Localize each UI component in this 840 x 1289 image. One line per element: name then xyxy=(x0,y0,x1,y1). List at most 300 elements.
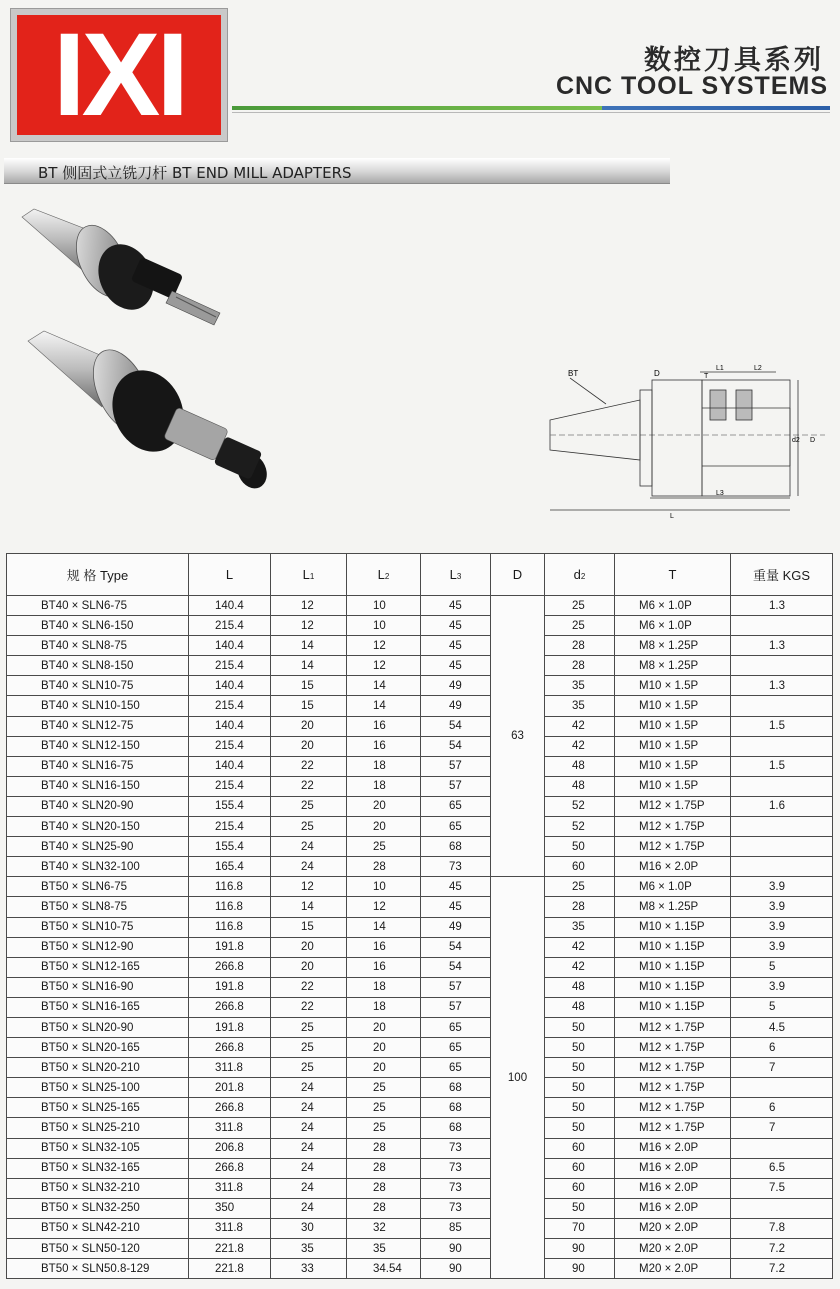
cell-weight: 6.5 xyxy=(731,1158,833,1178)
cell-L1: 24 xyxy=(271,1138,347,1158)
cell-weight xyxy=(731,1198,833,1218)
cell-L3: 57 xyxy=(421,776,491,796)
cell-L3: 73 xyxy=(421,1198,491,1218)
cell-type: BT40 × SLN32-100 xyxy=(7,857,189,877)
cell-L2: 16 xyxy=(347,716,421,736)
cell-L1: 25 xyxy=(271,796,347,816)
cell-L3: 45 xyxy=(421,897,491,917)
cell-L1: 14 xyxy=(271,656,347,676)
technical-diagram xyxy=(540,360,830,520)
cell-D-group: 63 xyxy=(491,596,545,877)
cell-L3: 90 xyxy=(421,1259,491,1279)
cell-type: BT50 × SLN12-90 xyxy=(7,937,189,957)
cell-T: M20 × 2.0P xyxy=(615,1259,731,1279)
diagram-label-l2: L2 xyxy=(754,365,762,372)
table-row xyxy=(7,636,833,656)
cell-L2: 25 xyxy=(347,1118,421,1138)
cell-L3: 68 xyxy=(421,1118,491,1138)
cell-weight xyxy=(731,736,833,756)
cell-weight xyxy=(731,1078,833,1098)
cell-weight xyxy=(731,696,833,716)
cell-d2: 50 xyxy=(545,1058,615,1078)
cell-L1: 20 xyxy=(271,716,347,736)
cell-d2: 42 xyxy=(545,716,615,736)
cell-weight: 5 xyxy=(731,957,833,977)
cell-d2: 25 xyxy=(545,877,615,897)
cell-type: BT50 × SLN8-75 xyxy=(7,897,189,917)
cell-d2: 50 xyxy=(545,1098,615,1118)
table-row xyxy=(7,796,833,816)
cell-L: 140.4 xyxy=(189,596,271,616)
cell-d2: 50 xyxy=(545,1038,615,1058)
cell-T: M6 × 1.0P xyxy=(615,616,731,636)
cell-L3: 65 xyxy=(421,1058,491,1078)
table-row xyxy=(7,1038,833,1058)
cell-L2: 35 xyxy=(347,1239,421,1259)
cell-T: M16 × 2.0P xyxy=(615,1198,731,1218)
cell-L3: 85 xyxy=(421,1218,491,1238)
cell-d2: 48 xyxy=(545,776,615,796)
cell-L1: 24 xyxy=(271,1158,347,1178)
cell-L: 191.8 xyxy=(189,937,271,957)
cell-L: 140.4 xyxy=(189,636,271,656)
table-row xyxy=(7,877,833,897)
cell-weight: 3.9 xyxy=(731,917,833,937)
cell-L2: 18 xyxy=(347,756,421,776)
cell-L3: 54 xyxy=(421,736,491,756)
cell-type: BT50 × SLN20-210 xyxy=(7,1058,189,1078)
cell-T: M10 × 1.5P xyxy=(615,716,731,736)
cell-L2: 28 xyxy=(347,1138,421,1158)
cell-type: BT40 × SLN20-150 xyxy=(7,817,189,837)
cell-L: 221.8 xyxy=(189,1239,271,1259)
cell-L2: 32 xyxy=(347,1218,421,1238)
cell-weight: 7 xyxy=(731,1118,833,1138)
cell-T: M10 × 1.5P xyxy=(615,736,731,756)
cell-L1: 24 xyxy=(271,1078,347,1098)
table-row xyxy=(7,1198,833,1218)
cell-L: 215.4 xyxy=(189,616,271,636)
cell-L3: 49 xyxy=(421,676,491,696)
cell-L2: 18 xyxy=(347,977,421,997)
cell-weight: 1.5 xyxy=(731,716,833,736)
header-L1: L1 xyxy=(271,554,347,596)
cell-T: M20 × 2.0P xyxy=(615,1239,731,1259)
cell-weight: 6 xyxy=(731,1038,833,1058)
cell-d2: 28 xyxy=(545,656,615,676)
cell-type: BT40 × SLN16-150 xyxy=(7,776,189,796)
table-row xyxy=(7,1098,833,1118)
table-row xyxy=(7,616,833,636)
cell-type: BT50 × SLN32-210 xyxy=(7,1178,189,1198)
cell-weight xyxy=(731,776,833,796)
cell-T: M8 × 1.25P xyxy=(615,897,731,917)
diagram-label-d2: d2 xyxy=(792,437,800,444)
cell-L3: 49 xyxy=(421,917,491,937)
diagram-label-l1: L1 xyxy=(716,365,724,372)
section-title: BT 侧固式立铣刀杆 BT END MILL ADAPTERS xyxy=(38,164,352,182)
cell-L3: 54 xyxy=(421,937,491,957)
cell-weight: 5 xyxy=(731,997,833,1017)
cell-L: 311.8 xyxy=(189,1178,271,1198)
cell-type: BT40 × SLN10-75 xyxy=(7,676,189,696)
table-row xyxy=(7,917,833,937)
cell-L2: 25 xyxy=(347,1078,421,1098)
table-row xyxy=(7,937,833,957)
table-row xyxy=(7,1118,833,1138)
cell-weight xyxy=(731,837,833,857)
cell-weight: 7.2 xyxy=(731,1259,833,1279)
cell-T: M10 × 1.5P xyxy=(615,696,731,716)
cell-L2: 14 xyxy=(347,696,421,716)
table-row xyxy=(7,1138,833,1158)
cell-L3: 49 xyxy=(421,696,491,716)
cell-type: BT40 × SLN16-75 xyxy=(7,756,189,776)
brand-logo xyxy=(10,8,228,142)
cell-L: 201.8 xyxy=(189,1078,271,1098)
cell-L1: 14 xyxy=(271,897,347,917)
cell-d2: 50 xyxy=(545,1017,615,1037)
cell-type: BT40 × SLN10-150 xyxy=(7,696,189,716)
cell-d2: 52 xyxy=(545,796,615,816)
diagram-label-t: T xyxy=(704,373,709,380)
cell-L3: 45 xyxy=(421,656,491,676)
table-row xyxy=(7,716,833,736)
cell-L3: 65 xyxy=(421,1017,491,1037)
cell-d2: 50 xyxy=(545,1198,615,1218)
cell-type: BT40 × SLN8-75 xyxy=(7,636,189,656)
cell-T: M12 × 1.75P xyxy=(615,1098,731,1118)
cell-L: 191.8 xyxy=(189,977,271,997)
cell-type: BT50 × SLN25-210 xyxy=(7,1118,189,1138)
cell-d2: 60 xyxy=(545,1138,615,1158)
cell-L2: 28 xyxy=(347,1178,421,1198)
cell-type: BT40 × SLN25-90 xyxy=(7,837,189,857)
cell-L3: 54 xyxy=(421,716,491,736)
cell-T: M16 × 2.0P xyxy=(615,1138,731,1158)
cell-L3: 57 xyxy=(421,977,491,997)
cell-L: 191.8 xyxy=(189,1017,271,1037)
cell-T: M12 × 1.75P xyxy=(615,1118,731,1138)
cell-L1: 25 xyxy=(271,817,347,837)
cell-L2: 25 xyxy=(347,1098,421,1118)
cell-weight: 1.3 xyxy=(731,676,833,696)
cell-type: BT50 × SLN20-90 xyxy=(7,1017,189,1037)
cell-type: BT40 × SLN6-75 xyxy=(7,596,189,616)
cell-d2: 25 xyxy=(545,616,615,636)
cell-L2: 12 xyxy=(347,636,421,656)
cell-d2: 42 xyxy=(545,957,615,977)
header-d2: d2 xyxy=(545,554,615,596)
product-photo-adapter-1 xyxy=(14,205,234,335)
cell-weight: 3.9 xyxy=(731,977,833,997)
cell-L2: 18 xyxy=(347,997,421,1017)
cell-L: 206.8 xyxy=(189,1138,271,1158)
cell-L3: 90 xyxy=(421,1239,491,1259)
header-D: D xyxy=(491,554,545,596)
cell-L: 155.4 xyxy=(189,837,271,857)
cell-L3: 73 xyxy=(421,1178,491,1198)
cell-type: BT50 × SLN25-165 xyxy=(7,1098,189,1118)
cell-weight: 1.3 xyxy=(731,636,833,656)
cell-T: M6 × 1.0P xyxy=(615,877,731,897)
logo-text: IXI xyxy=(17,15,221,135)
cell-weight: 1.6 xyxy=(731,796,833,816)
cell-d2: 35 xyxy=(545,696,615,716)
cell-T: M10 × 1.15P xyxy=(615,937,731,957)
cell-L: 116.8 xyxy=(189,877,271,897)
cell-T: M10 × 1.15P xyxy=(615,957,731,977)
header-divider-blue xyxy=(602,106,830,110)
cell-weight: 3.9 xyxy=(731,877,833,897)
cell-L1: 20 xyxy=(271,736,347,756)
cell-L: 140.4 xyxy=(189,756,271,776)
cell-T: M12 × 1.75P xyxy=(615,796,731,816)
cell-L1: 15 xyxy=(271,917,347,937)
cell-d2: 28 xyxy=(545,897,615,917)
cell-L: 266.8 xyxy=(189,1038,271,1058)
cell-L2: 16 xyxy=(347,957,421,977)
cell-L: 215.4 xyxy=(189,817,271,837)
table-row xyxy=(7,837,833,857)
cell-L3: 54 xyxy=(421,957,491,977)
brand-title-cn: 数控刀具系列 xyxy=(644,45,824,76)
table-row xyxy=(7,957,833,977)
cell-type: BT50 × SLN16-165 xyxy=(7,997,189,1017)
cell-L1: 25 xyxy=(271,1017,347,1037)
cell-weight: 7 xyxy=(731,1058,833,1078)
diagram-label-d-outer: D xyxy=(810,437,816,444)
cell-d2: 50 xyxy=(545,837,615,857)
table-row xyxy=(7,997,833,1017)
cell-L2: 12 xyxy=(347,656,421,676)
cell-type: BT50 × SLN32-165 xyxy=(7,1158,189,1178)
table-row xyxy=(7,676,833,696)
cell-L2: 14 xyxy=(347,676,421,696)
cell-type: BT50 × SLN10-75 xyxy=(7,917,189,937)
cell-L: 311.8 xyxy=(189,1058,271,1078)
cell-d2: 60 xyxy=(545,857,615,877)
cell-L3: 68 xyxy=(421,1098,491,1118)
cell-d2: 28 xyxy=(545,636,615,656)
cell-d2: 50 xyxy=(545,1118,615,1138)
cell-L2: 12 xyxy=(347,897,421,917)
cell-L: 140.4 xyxy=(189,676,271,696)
cell-T: M16 × 2.0P xyxy=(615,857,731,877)
cell-L1: 24 xyxy=(271,1098,347,1118)
cell-L2: 20 xyxy=(347,1017,421,1037)
header-weight: 重量 KGS xyxy=(731,554,833,596)
cell-type: BT50 × SLN25-100 xyxy=(7,1078,189,1098)
cell-D-group: 100 xyxy=(491,877,545,1279)
header-L3: L3 xyxy=(421,554,491,596)
cell-type: BT50 × SLN12-165 xyxy=(7,957,189,977)
cell-L2: 10 xyxy=(347,877,421,897)
cell-T: M8 × 1.25P xyxy=(615,636,731,656)
cell-L: 116.8 xyxy=(189,917,271,937)
cell-L: 140.4 xyxy=(189,716,271,736)
cell-d2: 90 xyxy=(545,1239,615,1259)
cell-L2: 20 xyxy=(347,1038,421,1058)
cell-type: BT40 × SLN12-75 xyxy=(7,716,189,736)
cell-L2: 20 xyxy=(347,817,421,837)
header-divider-grey xyxy=(232,112,830,113)
cell-L: 215.4 xyxy=(189,656,271,676)
cell-weight xyxy=(731,1138,833,1158)
cell-L1: 22 xyxy=(271,997,347,1017)
cell-T: M10 × 1.15P xyxy=(615,977,731,997)
cell-L3: 57 xyxy=(421,997,491,1017)
cell-T: M6 × 1.0P xyxy=(615,596,731,616)
cell-L: 266.8 xyxy=(189,1158,271,1178)
cell-d2: 25 xyxy=(545,596,615,616)
header-type: 规 格 Type xyxy=(7,554,189,596)
cell-type: BT50 × SLN32-105 xyxy=(7,1138,189,1158)
cell-L1: 15 xyxy=(271,676,347,696)
header-divider-green xyxy=(232,106,602,110)
cell-T: M16 × 2.0P xyxy=(615,1178,731,1198)
cell-type: BT50 × SLN32-250 xyxy=(7,1198,189,1218)
cell-L3: 65 xyxy=(421,796,491,816)
table-row xyxy=(7,1058,833,1078)
cell-L1: 35 xyxy=(271,1239,347,1259)
cell-d2: 52 xyxy=(545,817,615,837)
cell-L3: 45 xyxy=(421,616,491,636)
cell-T: M10 × 1.5P xyxy=(615,676,731,696)
table-row xyxy=(7,1017,833,1037)
cell-L1: 25 xyxy=(271,1038,347,1058)
header-L: L xyxy=(189,554,271,596)
cell-weight: 7.5 xyxy=(731,1178,833,1198)
cell-L: 116.8 xyxy=(189,897,271,917)
cell-L: 155.4 xyxy=(189,796,271,816)
cell-L1: 22 xyxy=(271,756,347,776)
cell-L: 266.8 xyxy=(189,957,271,977)
cell-weight: 6 xyxy=(731,1098,833,1118)
table-row xyxy=(7,1178,833,1198)
table-row xyxy=(7,1218,833,1238)
cell-L: 266.8 xyxy=(189,1098,271,1118)
cell-d2: 70 xyxy=(545,1218,615,1238)
table-row xyxy=(7,897,833,917)
cell-weight: 7.2 xyxy=(731,1239,833,1259)
cell-L2: 28 xyxy=(347,1198,421,1218)
cell-L: 311.8 xyxy=(189,1218,271,1238)
cell-L3: 68 xyxy=(421,1078,491,1098)
cell-L3: 45 xyxy=(421,636,491,656)
cell-T: M16 × 2.0P xyxy=(615,1158,731,1178)
table-header-row xyxy=(7,554,833,596)
table-row xyxy=(7,656,833,676)
spec-table xyxy=(6,553,833,1279)
cell-d2: 48 xyxy=(545,977,615,997)
cell-L3: 73 xyxy=(421,1158,491,1178)
cell-T: M8 × 1.25P xyxy=(615,656,731,676)
cell-d2: 42 xyxy=(545,937,615,957)
cell-d2: 90 xyxy=(545,1259,615,1279)
cell-L2: 16 xyxy=(347,937,421,957)
cell-weight: 3.9 xyxy=(731,897,833,917)
table-row xyxy=(7,1158,833,1178)
cell-d2: 48 xyxy=(545,997,615,1017)
cell-L1: 20 xyxy=(271,957,347,977)
cell-L1: 12 xyxy=(271,596,347,616)
cell-weight: 1.3 xyxy=(731,596,833,616)
table-row xyxy=(7,776,833,796)
cell-L3: 45 xyxy=(421,596,491,616)
cell-L2: 10 xyxy=(347,616,421,636)
cell-T: M10 × 1.5P xyxy=(615,756,731,776)
cell-weight xyxy=(731,857,833,877)
table-row xyxy=(7,756,833,776)
cell-weight xyxy=(731,616,833,636)
cell-L: 350 xyxy=(189,1198,271,1218)
cell-weight: 1.5 xyxy=(731,756,833,776)
cell-weight: 4.5 xyxy=(731,1017,833,1037)
header-L2: L2 xyxy=(347,554,421,596)
cell-d2: 42 xyxy=(545,736,615,756)
cell-L2: 20 xyxy=(347,1058,421,1078)
cell-L: 266.8 xyxy=(189,997,271,1017)
cell-L2: 25 xyxy=(347,837,421,857)
cell-d2: 48 xyxy=(545,756,615,776)
product-photo-adapter-2 xyxy=(22,325,272,495)
cell-d2: 35 xyxy=(545,676,615,696)
table-row xyxy=(7,817,833,837)
cell-L3: 45 xyxy=(421,877,491,897)
table-row xyxy=(7,696,833,716)
cell-T: M12 × 1.75P xyxy=(615,1078,731,1098)
cell-L2: 14 xyxy=(347,917,421,937)
cell-T: M12 × 1.75P xyxy=(615,1017,731,1037)
cell-weight xyxy=(731,817,833,837)
cell-L2: 20 xyxy=(347,796,421,816)
cell-L3: 73 xyxy=(421,1138,491,1158)
cell-T: M10 × 1.5P xyxy=(615,776,731,796)
cell-L1: 22 xyxy=(271,776,347,796)
cell-T: M20 × 2.0P xyxy=(615,1218,731,1238)
cell-type: BT50 × SLN50-120 xyxy=(7,1239,189,1259)
cell-type: BT40 × SLN6-150 xyxy=(7,616,189,636)
cell-d2: 60 xyxy=(545,1158,615,1178)
cell-L1: 33 xyxy=(271,1259,347,1279)
table-row xyxy=(7,977,833,997)
diagram-label-bt: BT xyxy=(568,369,579,378)
cell-L2: 28 xyxy=(347,857,421,877)
brand-title-en: CNC TOOL SYSTEMS xyxy=(555,72,828,100)
cell-L: 221.8 xyxy=(189,1259,271,1279)
cell-T: M10 × 1.15P xyxy=(615,917,731,937)
cell-weight: 3.9 xyxy=(731,937,833,957)
cell-T: M10 × 1.15P xyxy=(615,997,731,1017)
cell-d2: 35 xyxy=(545,917,615,937)
table-row xyxy=(7,857,833,877)
cell-L1: 24 xyxy=(271,1118,347,1138)
cell-L1: 30 xyxy=(271,1218,347,1238)
cell-L1: 24 xyxy=(271,857,347,877)
cell-T: M12 × 1.75P xyxy=(615,837,731,857)
table-row xyxy=(7,596,833,616)
diagram-label-l3: L3 xyxy=(716,490,724,497)
cell-weight: 7.8 xyxy=(731,1218,833,1238)
cell-type: BT50 × SLN6-75 xyxy=(7,877,189,897)
cell-L: 215.4 xyxy=(189,776,271,796)
cell-L: 215.4 xyxy=(189,736,271,756)
cell-L: 215.4 xyxy=(189,696,271,716)
cell-L1: 24 xyxy=(271,1198,347,1218)
cell-L2: 34.54 xyxy=(347,1259,421,1279)
cell-L2: 18 xyxy=(347,776,421,796)
